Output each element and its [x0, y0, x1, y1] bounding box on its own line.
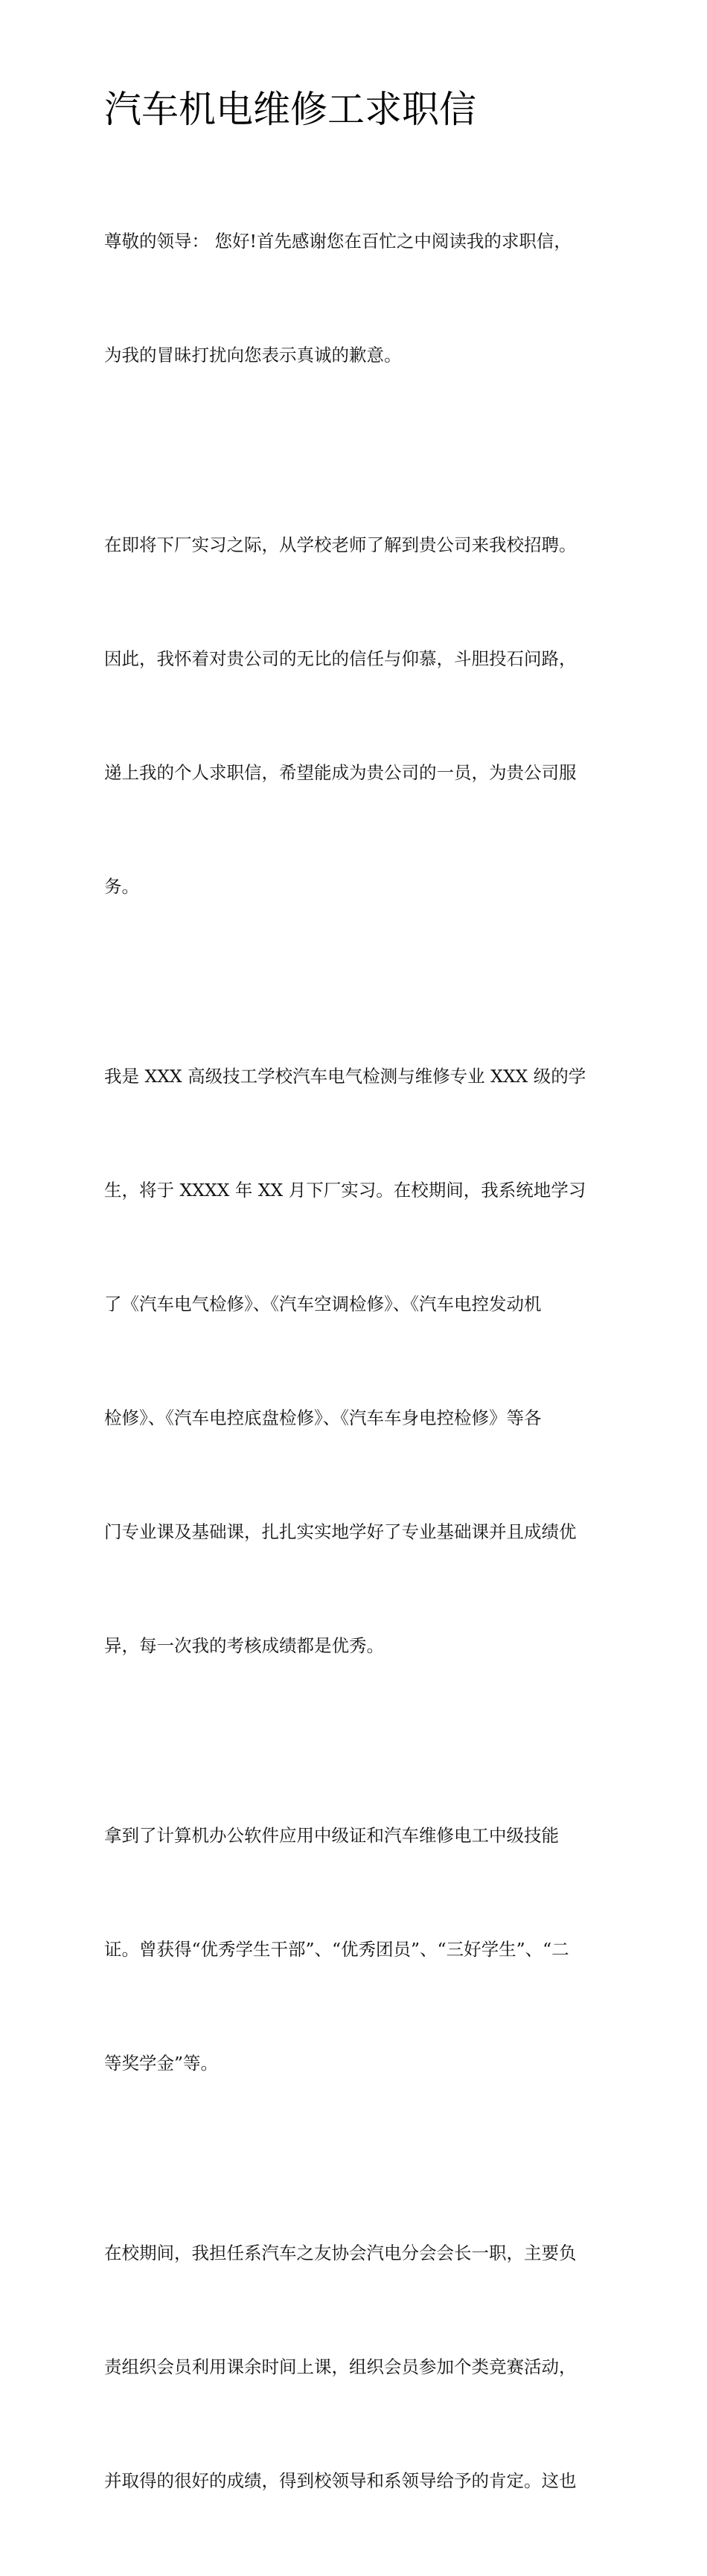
text-line: 生，将于 XXXX 年 XX 月下厂实习。在校期间，我系统地学习 — [104, 1180, 586, 1201]
text-line: 尊敬的领导： 您好!首先感谢您在百忙之中阅读我的求职信， — [104, 231, 572, 252]
document-body — [104, 147, 607, 2576]
text-line: 递上我的个人求职信，希望能成为贵公司的一员，为贵公司服 — [104, 762, 577, 783]
text-line: 为我的冒昧打扰向您表示真诚的歉意。 — [104, 345, 402, 365]
text-line: 在校期间，我担任系汽车之友协会汽电分会会长一职，主要负 — [104, 2243, 577, 2263]
text-line: 因此，我怀着对贵公司的无比的信任与仰慕，斗胆投石问路， — [104, 648, 577, 669]
paragraph-certificates — [104, 1741, 607, 2158]
text-line: 检修》、《汽车电控底盘检修》、《汽车车身电控检修》等各 — [104, 1407, 542, 1428]
text-line: 异，每一次我的考核成绩都是优秀。 — [104, 1635, 384, 1656]
paragraph-greeting — [104, 147, 607, 450]
text-line: 务。 — [104, 876, 139, 897]
paragraph-intro — [104, 450, 607, 982]
text-line: 我是 XXX 高级技工学校汽车电气检测与维修专业 XXX 级的学 — [104, 1066, 586, 1087]
text-line: 了《汽车电气检修》、《汽车空调检修》、《汽车电控发动机 — [104, 1294, 542, 1314]
text-line: 证。曾获得“优秀学生干部”、“优秀团员”、“三好学生”、“二 — [104, 1939, 569, 1960]
paragraph-activities — [104, 2158, 607, 2576]
text-line: 等奖学金”等。 — [104, 2053, 219, 2074]
text-line: 拿到了计算机办公软件应用中级证和汽车维修电工中级技能 — [104, 1825, 559, 1846]
text-line: 在即将下厂实习之际，从学校老师了解到贵公司来我校招聘。 — [104, 534, 577, 555]
text-line: 并取得的很好的成绩，得到校领导和系领导给予的肯定。这也 — [104, 2470, 577, 2491]
document-title: 汽车机电维修工求职信 — [104, 88, 476, 131]
text-line: 责组织会员利用课余时间上课，组织会员参加个类竞赛活动， — [104, 2356, 577, 2377]
text-line: 门专业课及基础课，扎扎实实地学好了专业基础课并且成绩优 — [104, 1521, 577, 1542]
paragraph-education — [104, 982, 607, 1741]
